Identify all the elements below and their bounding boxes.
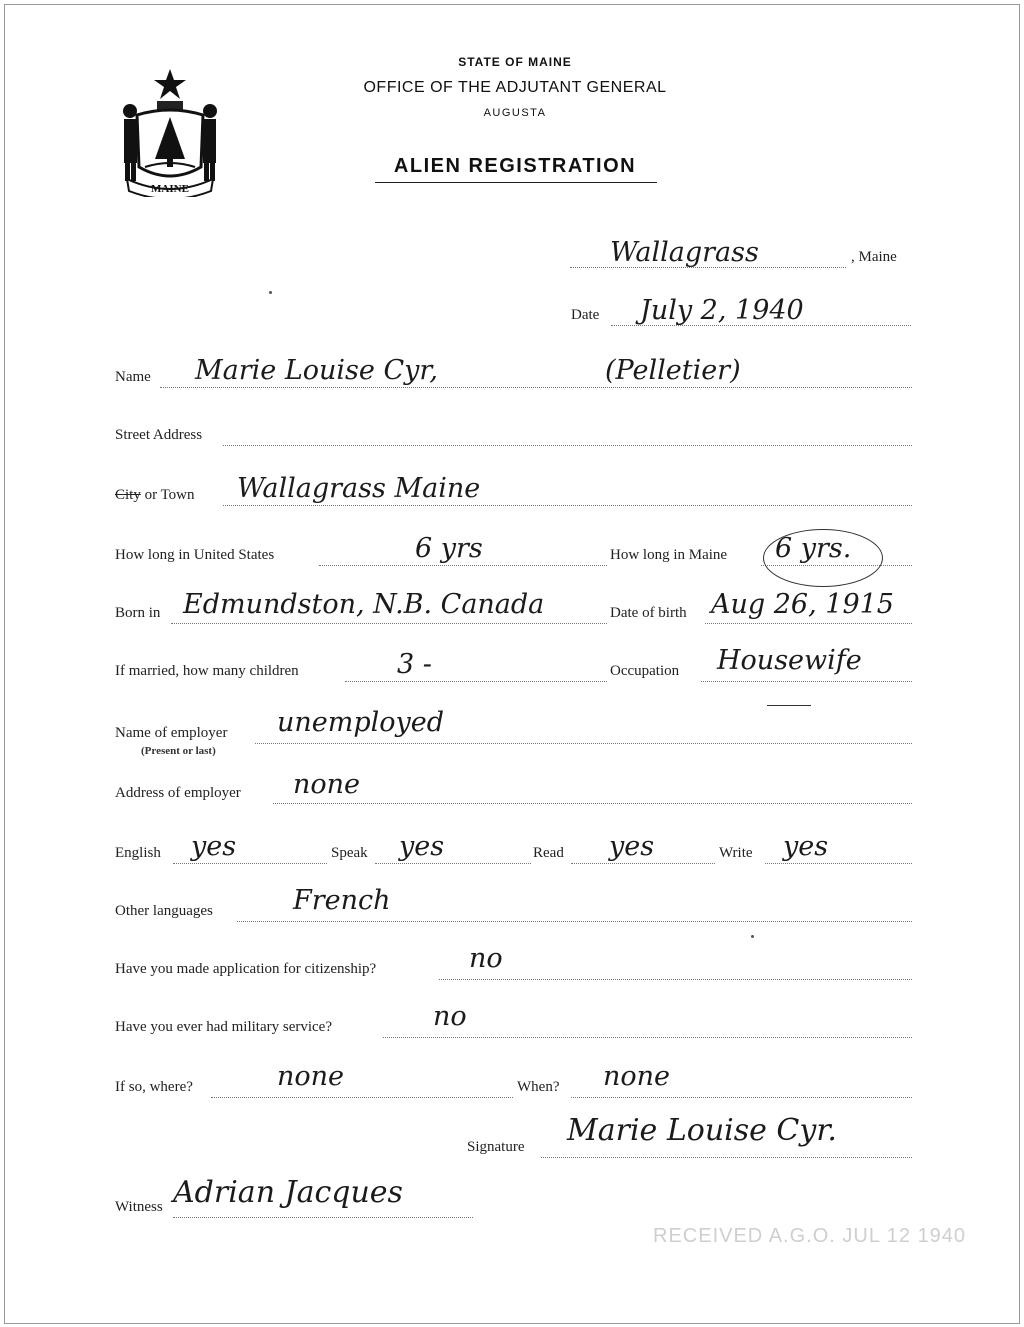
seal-text: MAINE xyxy=(151,183,189,195)
how-long-us-line xyxy=(319,565,607,566)
ink-speck xyxy=(269,291,272,294)
maine-suffix: , Maine xyxy=(851,249,897,265)
english-label: English xyxy=(115,845,161,861)
name-line xyxy=(160,387,912,388)
date-of-birth-label: Date of birth xyxy=(610,605,687,621)
pen-dash xyxy=(767,705,811,706)
date-of-birth-value: Aug 26, 1915 xyxy=(711,589,894,620)
citizenship-line xyxy=(439,979,912,980)
street-address-line xyxy=(223,445,912,446)
name-label: Name xyxy=(115,369,151,385)
occupation-value: Housewife xyxy=(717,645,862,676)
how-long-maine-label: How long in Maine xyxy=(610,547,728,563)
read-label: Read xyxy=(533,845,564,861)
speak-line xyxy=(375,863,531,864)
city-or-town-value: Wallagrass Maine xyxy=(237,473,481,504)
occupation-line xyxy=(701,681,912,682)
where-line xyxy=(211,1097,513,1098)
how-long-us-label: How long in United States xyxy=(115,547,275,563)
english-value: yes xyxy=(191,831,237,862)
signature-label: Signature xyxy=(467,1139,525,1155)
employer-label: Name of employer xyxy=(115,725,228,741)
born-in-line xyxy=(171,623,607,624)
or-town-label: or Town xyxy=(144,487,195,503)
name-value: Marie Louise Cyr, xyxy=(195,355,438,386)
born-in-value: Edmundston, N.B. Canada xyxy=(183,589,545,620)
read-line xyxy=(571,863,715,864)
occupation-label: Occupation xyxy=(610,663,680,679)
office-heading: OFFICE OF THE ADJUTANT GENERAL xyxy=(363,79,667,96)
witness-label: Witness xyxy=(115,1199,163,1215)
maiden-name-value: (Pelletier) xyxy=(605,355,741,386)
date-of-birth-line xyxy=(705,623,912,624)
write-label: Write xyxy=(719,845,753,861)
when-label: When? xyxy=(517,1079,560,1095)
other-languages-line xyxy=(237,921,912,922)
city-struck-label: City xyxy=(115,487,141,503)
witness-value: Adrian Jacques xyxy=(173,1175,403,1210)
date-label: Date xyxy=(571,307,600,323)
read-value: yes xyxy=(609,831,655,862)
date-value: July 2, 1940 xyxy=(640,295,804,326)
children-value: 3 - xyxy=(397,649,432,680)
how-long-us-value: 6 yrs xyxy=(415,533,483,564)
citizenship-label: Have you made application for citizenship? xyxy=(115,961,377,977)
employer-sublabel: (Present or last) xyxy=(141,745,216,757)
city-heading: AUGUSTA xyxy=(483,107,547,119)
city-or-town-line xyxy=(223,505,912,506)
signature-line xyxy=(541,1157,912,1158)
ink-speck xyxy=(751,935,754,938)
state-heading: STATE OF MAINE xyxy=(458,55,572,69)
employer-line xyxy=(255,743,912,744)
born-in-label: Born in xyxy=(115,605,161,621)
when-value: none xyxy=(603,1061,671,1092)
registration-form xyxy=(4,4,1020,1324)
military-line xyxy=(383,1037,912,1038)
page-title: ALIEN REGISTRATION xyxy=(393,155,637,177)
town-heading-value: Wallagrass xyxy=(610,237,759,268)
speak-value: yes xyxy=(399,831,445,862)
write-line xyxy=(765,863,912,864)
children-label: If married, how many children xyxy=(115,663,299,679)
employer-value: unemployed xyxy=(277,707,445,738)
employer-address-line xyxy=(273,803,912,804)
other-languages-label: Other languages xyxy=(115,903,213,919)
received-stamp: RECEIVED A.G.O. JUL 12 1940 xyxy=(653,1225,967,1247)
street-address-label: Street Address xyxy=(115,427,203,443)
children-line xyxy=(345,681,607,682)
employer-address-value: none xyxy=(293,769,361,800)
where-label: If so, where? xyxy=(115,1079,193,1095)
military-label: Have you ever had military service? xyxy=(115,1019,332,1035)
other-languages-value: French xyxy=(293,885,391,916)
when-line xyxy=(571,1097,912,1098)
military-value: no xyxy=(433,1001,467,1032)
english-line xyxy=(173,863,327,864)
write-value: yes xyxy=(783,831,829,862)
citizenship-value: no xyxy=(469,943,503,974)
witness-line xyxy=(173,1217,473,1218)
speak-label: Speak xyxy=(331,845,368,861)
city-or-town-label xyxy=(115,487,195,504)
how-long-maine-value: 6 yrs. xyxy=(775,533,852,564)
where-value: none xyxy=(277,1061,345,1092)
maine-seal-icon xyxy=(115,67,225,197)
employer-address-label: Address of employer xyxy=(115,785,241,801)
signature-value: Marie Louise Cyr. xyxy=(567,1113,837,1148)
title-underline xyxy=(375,182,657,183)
